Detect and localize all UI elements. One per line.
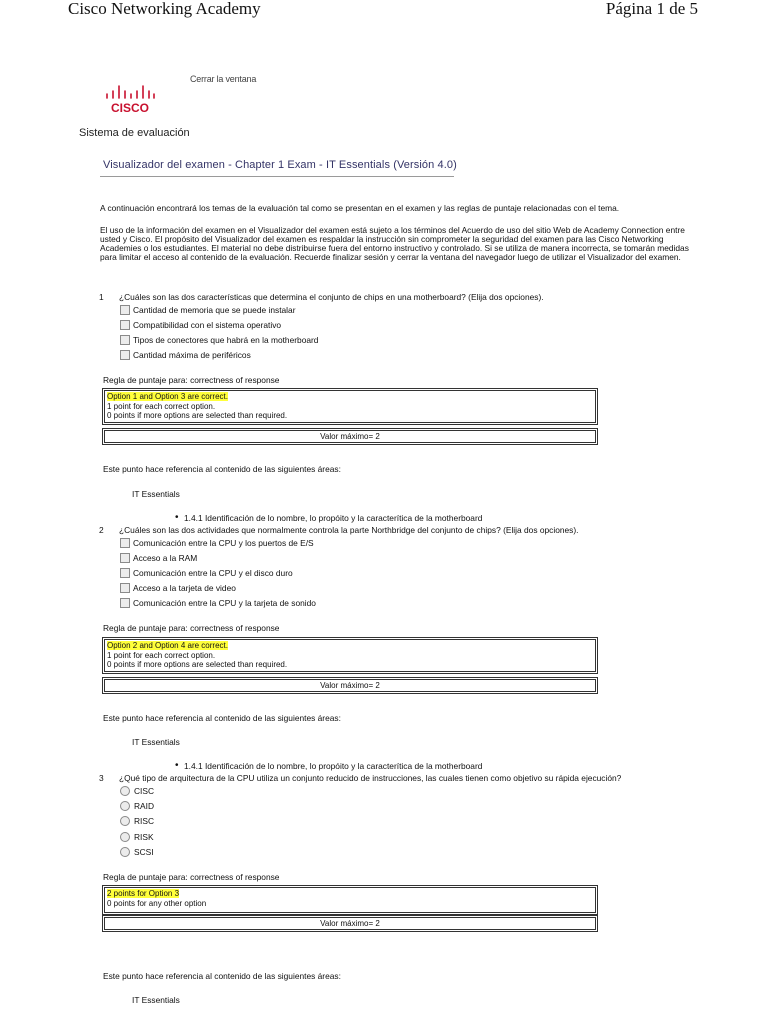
answer-option bbox=[120, 830, 154, 843]
question-text: ¿Qué tipo de arquitectura de la CPU utiliza un conjunto reducido de instrucciones, las cuales tienen como objetivo su rápida ejecución? bbox=[119, 773, 622, 783]
question-number: 3 bbox=[99, 773, 104, 783]
reference-topic: • 1.4.1 Identificación de lo nombre, lo propóito y la caracterítica de la motherboard bbox=[184, 513, 482, 523]
answer-checkbox[interactable] bbox=[120, 350, 130, 360]
terms-paragraph: El uso de la información del examen en el Visualizador del examen está sujeto a los términos del Acuerdo de uso del sitio Web de Academy Connection entre usted y Cisco. El propósito del Visualizador del examen es respaldar la instrucción sin comprometer la seguridad del examen para las Cisco Networking Academies o los estudiantes. El material no debe distribuirse fuera del entorno instructivo y controlado. Si se utiliza de manera incorrecta, se tomarán medidas para limitar el acceso al contenido de la evaluación. Recuerde finalizar sesión y cerrar la ventana del navegador luego de utilizar el Visualizador del examen. bbox=[100, 225, 689, 262]
scoring-rule-box bbox=[102, 637, 598, 674]
answer-checkbox[interactable] bbox=[120, 320, 130, 330]
correct-answer-note: Option 1 and Option 3 are correct. bbox=[107, 392, 228, 401]
scoring-line: 0 points if more options are selected than required. bbox=[107, 411, 288, 420]
option-label: Cantidad máxima de periféricos bbox=[133, 349, 251, 360]
answer-radio[interactable] bbox=[120, 816, 130, 826]
answer-option bbox=[120, 814, 154, 827]
answer-option bbox=[120, 784, 154, 797]
answer-radio[interactable] bbox=[120, 801, 130, 811]
answer-option bbox=[120, 845, 154, 858]
question-number: 2 bbox=[99, 525, 104, 535]
answer-checkbox[interactable] bbox=[120, 553, 130, 563]
document-header-title: Cisco Networking Academy bbox=[68, 0, 261, 18]
correct-answer-note: 2 points for Option 3 bbox=[107, 889, 180, 898]
option-label: Compatibilidad con el sistema operativo bbox=[133, 319, 282, 330]
answer-radio[interactable] bbox=[120, 832, 130, 842]
option-label: CISC bbox=[134, 785, 155, 796]
scoring-line: 1 point for each correct option. bbox=[107, 650, 216, 660]
reference-text: Este punto hace referencia al contenido de las siguientes áreas: bbox=[103, 971, 341, 981]
scoring-rule-label: Regla de puntaje para: correctness of response bbox=[103, 375, 280, 385]
answer-option bbox=[120, 348, 251, 361]
question-text: ¿Cuáles son las dos características que determina el conjunto de chips en una motherboard? (Elija dos opciones). bbox=[119, 292, 544, 302]
option-label: Acceso a la RAM bbox=[133, 552, 198, 563]
answer-option bbox=[120, 333, 318, 346]
answer-checkbox[interactable] bbox=[120, 538, 130, 548]
answer-option bbox=[120, 536, 314, 549]
option-label: Acceso a la tarjeta de video bbox=[133, 582, 236, 593]
answer-option bbox=[120, 566, 293, 579]
max-value-box bbox=[102, 915, 598, 932]
answer-option bbox=[120, 581, 236, 594]
title-divider bbox=[100, 176, 454, 177]
reference-area: IT Essentials bbox=[132, 489, 180, 499]
scoring-rule-label: Regla de puntaje para: correctness of response bbox=[103, 623, 280, 633]
reference-text: Este punto hace referencia al contenido de las siguientes áreas: bbox=[103, 713, 341, 723]
answer-option bbox=[120, 799, 154, 812]
scoring-line: 0 points if more options are selected than required. bbox=[107, 660, 288, 669]
answer-option bbox=[120, 303, 295, 316]
cisco-logo bbox=[104, 82, 156, 116]
option-label: SCSI bbox=[134, 846, 154, 857]
page-number: Página 1 de 5 bbox=[605, 0, 698, 18]
answer-option bbox=[120, 596, 316, 609]
intro-paragraph: A continuación encontrará los temas de la evaluación tal como se presentan en el examen y las reglas de puntaje relacionadas con el tema. bbox=[100, 203, 620, 213]
max-value: Valor máximo= 2 bbox=[104, 679, 596, 692]
option-label: Comunicación entre la CPU y los puertos de E/S bbox=[133, 537, 314, 548]
reference-area: IT Essentials bbox=[132, 737, 180, 747]
answer-radio[interactable] bbox=[120, 786, 130, 796]
scoring-rule-box bbox=[102, 388, 598, 425]
reference-area: IT Essentials bbox=[132, 995, 180, 1005]
reference-topic: • 1.4.1 Identificación de lo nombre, lo propóito y la caracterítica de la motherboard bbox=[184, 761, 482, 771]
answer-checkbox[interactable] bbox=[120, 335, 130, 345]
answer-radio[interactable] bbox=[120, 847, 130, 857]
answer-checkbox[interactable] bbox=[120, 583, 130, 593]
answer-option bbox=[120, 551, 197, 564]
option-label: RISK bbox=[134, 831, 154, 842]
option-label: Comunicación entre la CPU y la tarjeta de sonido bbox=[133, 597, 316, 608]
viewer-title: Visualizador del examen - Chapter 1 Exam - IT Essentials (Versión 4.0) bbox=[103, 159, 457, 171]
correct-answer-note: Option 2 and Option 4 are correct. bbox=[107, 641, 228, 650]
max-value-box bbox=[102, 428, 598, 445]
question-number: 1 bbox=[99, 292, 104, 302]
svg-text:CISCO: CISCO bbox=[110, 101, 150, 115]
answer-checkbox[interactable] bbox=[120, 598, 130, 608]
system-title: Sistema de evaluación bbox=[79, 127, 190, 139]
answer-option bbox=[120, 318, 281, 331]
close-window-link[interactable]: Cerrar la ventana bbox=[190, 74, 257, 84]
scoring-rule-label: Regla de puntaje para: correctness of response bbox=[103, 872, 280, 882]
scoring-rule-box bbox=[102, 885, 598, 915]
answer-checkbox[interactable] bbox=[120, 568, 130, 578]
option-label: Cantidad de memoria que se puede instalar bbox=[133, 304, 296, 315]
max-value-box bbox=[102, 677, 598, 694]
scoring-line: 0 points for any other option bbox=[107, 898, 207, 908]
option-label: RAID bbox=[134, 800, 155, 811]
option-label: RISC bbox=[134, 815, 155, 826]
option-label: Comunicación entre la CPU y el disco duro bbox=[133, 567, 293, 578]
question-text: ¿Cuáles son las dos actividades que normalmente controla la parte Northbridge del conjunto de chips? (Elija dos opciones). bbox=[119, 525, 579, 535]
option-label: Tipos de conectores que habrá en la motherboard bbox=[133, 334, 319, 345]
max-value: Valor máximo= 2 bbox=[104, 917, 596, 930]
reference-text: Este punto hace referencia al contenido de las siguientes áreas: bbox=[103, 464, 341, 474]
max-value: Valor máximo= 2 bbox=[104, 430, 596, 443]
answer-checkbox[interactable] bbox=[120, 305, 130, 315]
scoring-line: 1 point for each correct option. bbox=[107, 401, 216, 411]
